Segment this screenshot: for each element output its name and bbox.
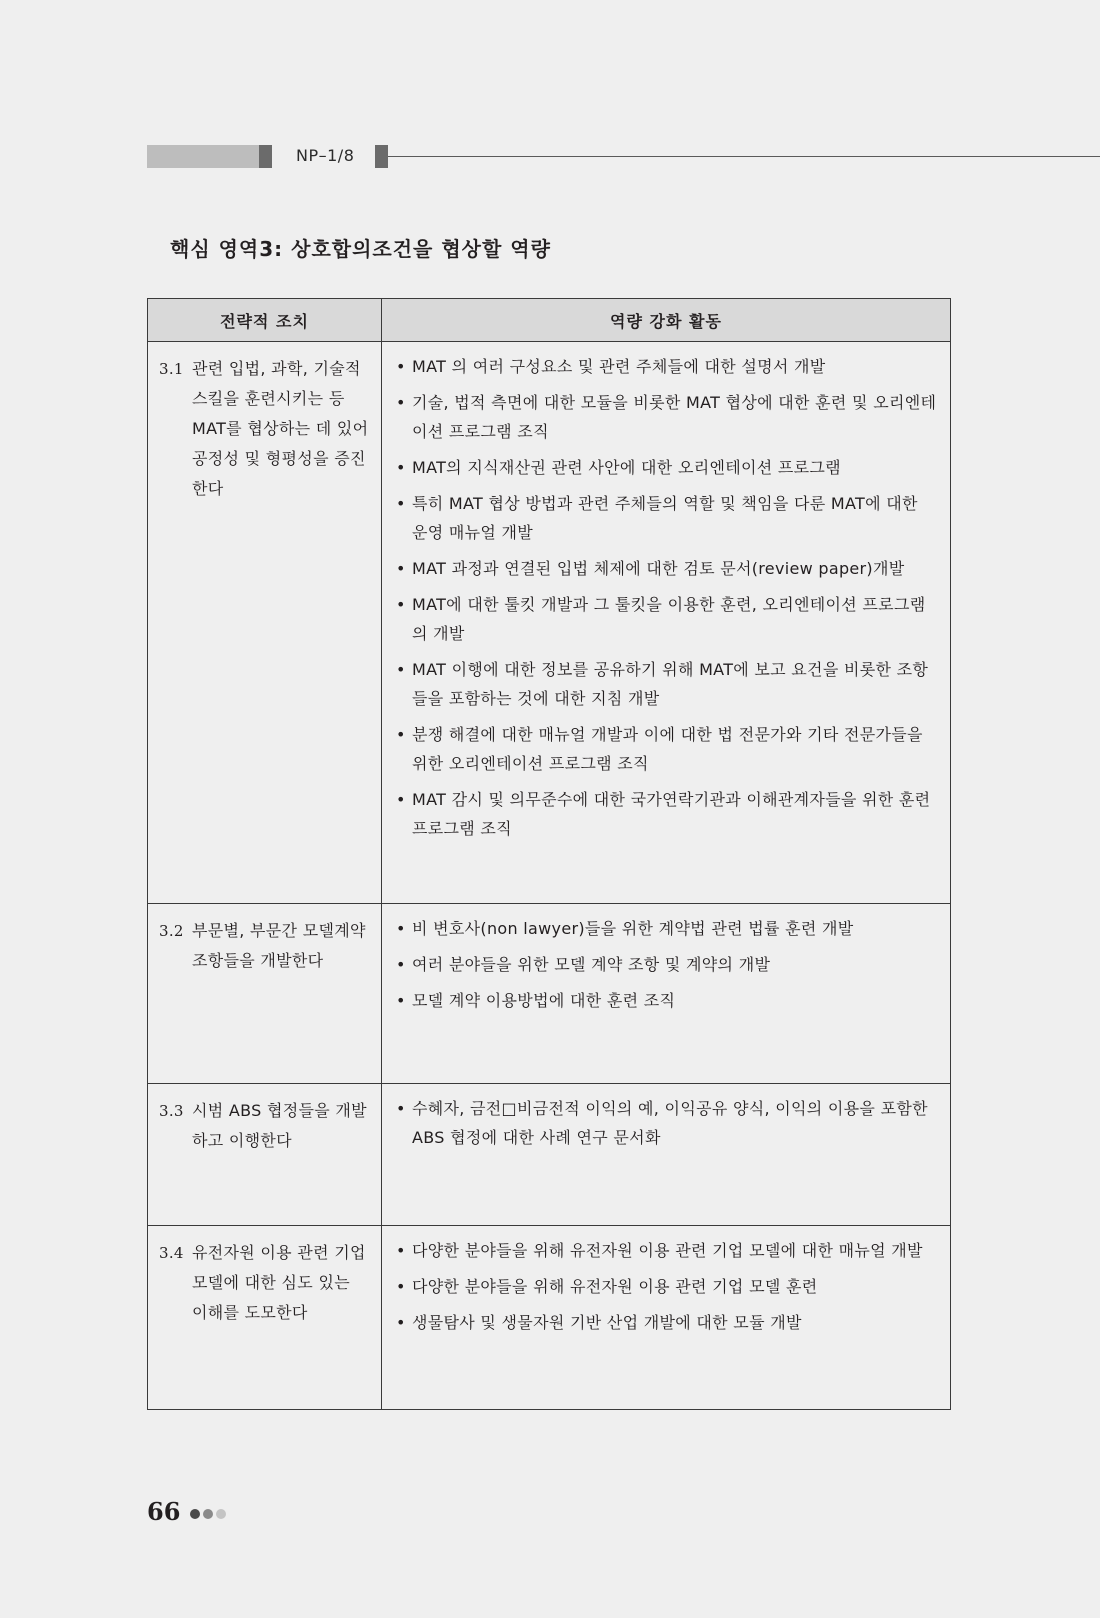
table-row (148, 904, 951, 1084)
list-item: • MAT 이행에 대한 정보를 공유하기 위해 MAT에 보고 요건을 비롯한 조항들을 포함하는 것에 대한 지침 개발 (396, 655, 938, 713)
table-row (148, 1226, 951, 1410)
strategic-action-cell (148, 1226, 382, 1410)
list-item: • 여러 분야들을 위한 모델 계약 조항 및 계약의 개발 (396, 950, 938, 979)
header-document-code: NP–1/8 (296, 146, 355, 165)
bullet-icon: • (396, 1099, 406, 1118)
header-right-mark (375, 145, 388, 168)
list-item: • 수혜자, 금전□비금전적 이익의 예, 이익공유 양식, 이익의 이용을 포함한 ABS 협정에 대한 사례 연구 문서화 (396, 1094, 938, 1152)
activities-cell (382, 1084, 951, 1226)
table-header-row (148, 299, 951, 342)
dot-icon-mid (203, 1509, 213, 1519)
list-item: • 모델 계약 이용방법에 대한 훈련 조직 (396, 986, 938, 1015)
bullet-icon: • (396, 660, 406, 679)
list-item: • 비 변호사(non lawyer)들을 위한 계약법 관련 법률 훈련 개발 (396, 914, 938, 943)
table-row (148, 1084, 951, 1226)
list-item: • 기술, 법적 측면에 대한 모듈을 비롯한 MAT 협상에 대한 훈련 및 오리엔테이션 프로그램 조직 (396, 388, 938, 446)
list-item: • MAT 의 여러 구성요소 및 관련 주체들에 대한 설명서 개발 (396, 352, 938, 381)
action-number: 3.3 (159, 1102, 184, 1120)
bullet-icon: • (396, 790, 406, 809)
activity-list (382, 1226, 950, 1354)
bullet-icon: • (396, 559, 406, 578)
strategic-action-cell (148, 904, 382, 1084)
column-header-capacity-activities: 역량 강화 활동 (382, 299, 951, 342)
bullet-icon: • (396, 955, 406, 974)
action-text: 관련 입법, 과학, 기술적 스킬을 훈련시키는 등MAT를 협상하는 데 있어 공정성 및 형평성을 증진한다 (192, 359, 369, 498)
list-item: • 생물탐사 및 생물자원 기반 산업 개발에 대한 모듈 개발 (396, 1308, 938, 1337)
strategic-action-cell (148, 342, 382, 904)
bullet-icon: • (396, 393, 406, 412)
bullet-icon: • (396, 1241, 406, 1260)
list-item: • MAT의 지식재산권 관련 사안에 대한 오리엔테이션 프로그램 (396, 453, 938, 482)
header-rule (388, 156, 1100, 157)
list-item: • MAT 과정과 연결된 입법 체제에 대한 검토 문서(review paper)개발 (396, 554, 938, 583)
list-item: • 특히 MAT 협상 방법과 관련 주체들의 역할 및 책임을 다룬 MAT에 대한 운영 매뉴얼 개발 (396, 489, 938, 547)
action-text: 부문별, 부문간 모델계약조항들을 개발한다 (192, 921, 366, 970)
list-item: • 다양한 분야들을 위해 유전자원 이용 관련 기업 모델 훈련 (396, 1272, 938, 1301)
dot-icon-light (216, 1509, 226, 1519)
activities-cell (382, 904, 951, 1084)
list-item: • 분쟁 해결에 대한 매뉴얼 개발과 이에 대한 법 전문가와 기타 전문가들을 위한 오리엔테이션 프로그램 조직 (396, 720, 938, 778)
header-gray-bar (147, 145, 259, 168)
page-dots-ornament (190, 1504, 229, 1523)
bullet-icon: • (396, 1277, 406, 1296)
action-number: 3.4 (159, 1244, 184, 1262)
bullet-icon: • (396, 1313, 406, 1332)
action-text: 유전자원 이용 관련 기업모델에 대한 심도 있는 이해를 도모한다 (192, 1243, 366, 1322)
strategic-action-cell (148, 1084, 382, 1226)
activity-list (382, 904, 950, 1032)
list-item: • MAT에 대한 툴킷 개발과 그 툴킷을 이용한 훈련, 오리엔테이션 프로그램의 개발 (396, 590, 938, 648)
list-item: • 다양한 분야들을 위해 유전자원 이용 관련 기업 모델에 대한 매뉴얼 개발 (396, 1236, 938, 1265)
page-number: 66 (147, 1497, 181, 1526)
bullet-icon: • (396, 991, 406, 1010)
section-title: 핵심 영역3: 상호합의조건을 협상할 역량 (170, 237, 551, 261)
table-row (148, 342, 951, 904)
activity-list (382, 342, 950, 860)
bullet-icon: • (396, 725, 406, 744)
activities-cell (382, 342, 951, 904)
action-number: 3.1 (159, 360, 184, 378)
header-left-mark (259, 145, 272, 168)
activity-list (382, 1084, 950, 1169)
bullet-icon: • (396, 494, 406, 513)
column-header-strategic-actions: 전략적 조치 (148, 299, 382, 342)
list-item: • MAT 감시 및 의무준수에 대한 국가연락기관과 이해관계자들을 위한 훈련 프로그램 조직 (396, 785, 938, 843)
action-number: 3.2 (159, 922, 184, 940)
bullet-icon: • (396, 595, 406, 614)
bullet-icon: • (396, 357, 406, 376)
dot-icon-dark (190, 1509, 200, 1519)
strategy-table (147, 298, 951, 1410)
bullet-icon: • (396, 919, 406, 938)
bullet-icon: • (396, 458, 406, 477)
activities-cell (382, 1226, 951, 1410)
action-text: 시범 ABS 협정들을 개발하고 이행한다 (192, 1101, 367, 1150)
